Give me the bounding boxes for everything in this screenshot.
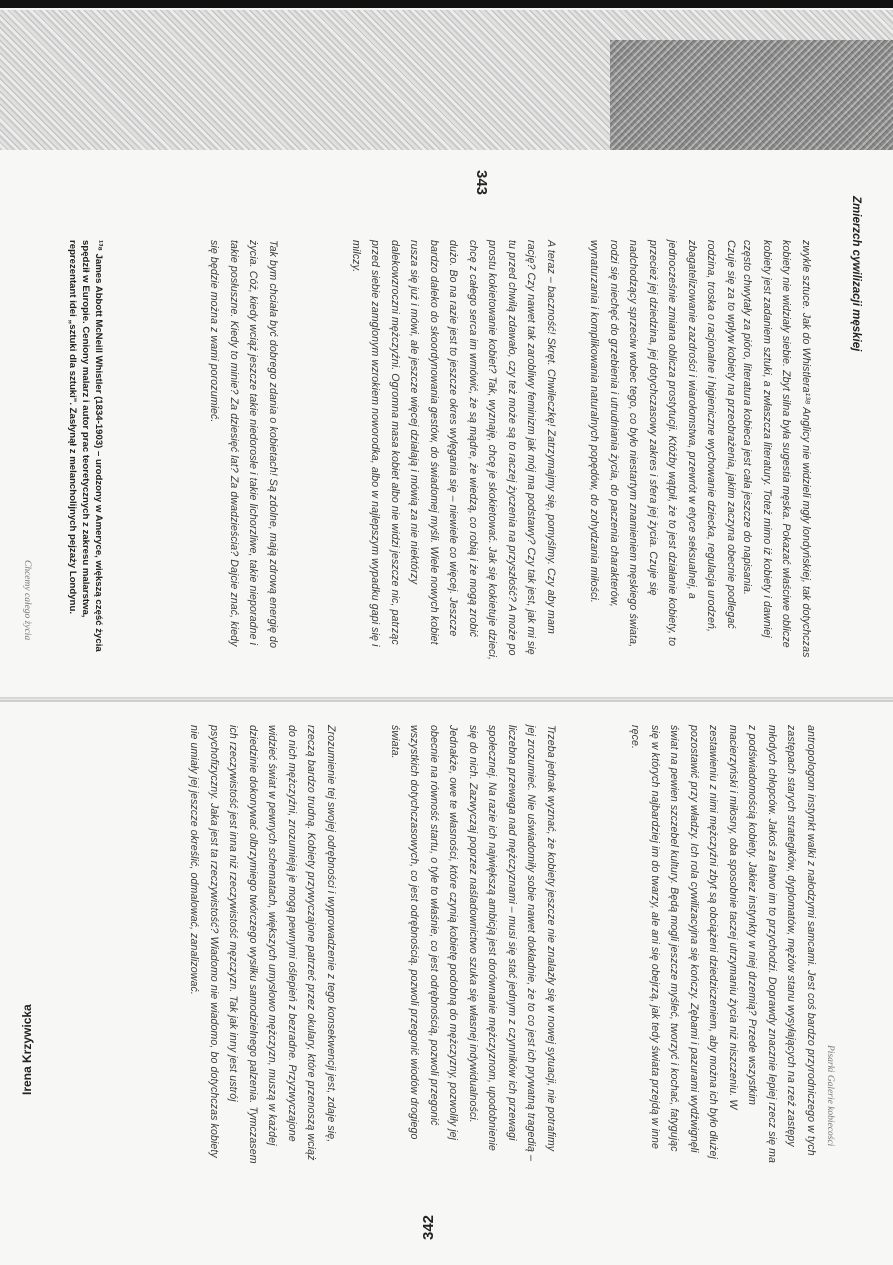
paragraph: Trzeba jednak wyznać, że kobiety jeszcze nie znalazły się w nowej sytuacji, nie potrafimy jej zrozumieć. Nie uświadomiły sobie nawet dokładnie, że to co jest ich prywatną tragedią – liczebna przewaga nad mężczyznami – musi się stać jednym z czynników ich przewagi społecznej. Na razie ich największą ambicją jest dorównanie mężczyznom, upodobnienie się do nich. Zazwyczaj poprzez naśladownictwo szuka się własnej indywidualności. Jednakże, owe te własności, które czynią kobietę podobną do mężczyzny, pozwoliły jej obecnie na równość startu, o tyle to właśnie, co jest odrębnością, pozwoli przegonić wszystkich dotychczasowych, co jest odrębnością. pozwoli przegonić wiodów drogiego świata. bbox=[389, 725, 557, 1162]
left-page-body-2 bbox=[385, 725, 561, 1165]
paragraph: Zrozumienie tej swojej odrębności i wyprowadzenie z tego konsekwencji jest, zdaje się, rzeczą bardzo trudną. Kobiety przywyczajone patrzeć przez okulary, które przenoszą wciąż do nich mężczyźni, zrozumieją je mogą pewnymi oślepień z bezradne. Przyzwyczajone widzieć świat w pewnych schematach, większych umysłowo mężczyzn, muszą w każdej dziedzinie dokonywać olbrzymiego twórczego wysiłku samodzielnego palzenia. Tymczasem ich rzeczywistość jest inna niż rzeczywistość męzczyzn. Tak jak inny jest ustrój psychofizyczny. Jaka jest ta rzeczywistość? Wiadomo nie wiadomo, bo dotychczas kobiety nie umiały jej jeszcze określić, odmalować, zanalizować. bbox=[188, 725, 337, 1164]
right-page-body-3 bbox=[346, 240, 561, 660]
paragraph: A teraz – baczność! Skręt. Chwileczkę! Zatrzymajmy się, pomyślmy. Czy aby mam rację? Czy nawet tak zarobliwy feminizm jak mój ma podstawy? Czy tak jest, jak mi się tu przed chwilą zdawało, czy też może są to raczej życzenia na przyszłość? A może po prostu kokietowanie kobiet? Tak, wyznaję, chcę je skokietować. Jak się kokietuje dzieci, chcę z całego serca im wmówić, że są mądre, że wiedzą, co robią i że mogą zrobić dużo. Bo na razie jest to jeszcze okres wylęgania się – niewiele co więcej. Jeszcze bardzo daleko do skoordynowania gestów, do świadomej myśli. Wiele nowych kobiet rusza się już i mówi, ale jeszcze więcej działają i mówią za nie niektórzy dalekowzroczni mężczyźni. Ogromna masa kobiet albo nie widzi jeszcze nic, patrząc przed siebie zamglonym wzrokiem noworodka, albo w najlepszym wypadku gapi się i milczy. bbox=[350, 240, 557, 661]
paragraph: zwykle sztuce. Jak do Whistlera¹³⁸ Anglicy nie widzieli mgły londyńskiej, tak dotychczas kobiety nie widziały siebie. Zbyt silna była sugestia męska. Pokazać właściwe oblicze kobiety jest zadaniem sztuki, a zwłaszcza literatury. Toteż mimo iż kobiety i dawniej często chwytały za pióro, literatura kobieca jest cała jeszcze do napisania. bbox=[741, 240, 812, 658]
paragraph: Czuje się za to wpływ kobiety na przeobrażenia, jakim zaczyna obecnie podlegać rodzina, troska o racjonalne i higieniczne wychowanie dziecka, regulacja urodzeń, zbagatelizowanie zazdrości i wiarołomstwa, przewrót w etyce seksualnej, a jednocześnie zmiana oblicza prostytucji. Któżby wątpił, że to jest działanie kobiety, to przecież jej dziedzina, jej dotychczasowy zakres i sfera jej życia. Czuje się nadchodzący sprzeciw wobec tego, co było niestartym znamieniem męskiego świata, rodzi się niechęć do grzebienia i utrudniania życia, do paczenia charakterów, wynaturzania i komplikowania naturalnych popędów, do zohydzania miłości. bbox=[588, 240, 737, 648]
left-page-footer: Pisarki Galerie kobiecości bbox=[825, 1045, 835, 1147]
page-number-342: 342 bbox=[420, 1214, 437, 1240]
author-head: Irena Krzywicka bbox=[20, 1004, 34, 1095]
left-page-body bbox=[625, 725, 820, 1165]
scan-shadow-band bbox=[610, 40, 893, 150]
paragraph: Tak bym chciała być dobrego zdania o kobietach! Są zdolne, mają zdrową energię do życia. Cóż, kiedy wciąż jeszcze takie niedorosłe i takie lichorzliwe, takie nieporadne i takie posłuszne. Kiedy to minie? Za dziesięć lat? Za dwadzieścia? Dajcie znać, kiedy się będzie można z wami porozumieć. bbox=[208, 240, 279, 649]
running-head: Zmierzch cywilizacji męskiej bbox=[850, 196, 862, 352]
right-page-body-4 bbox=[204, 240, 282, 660]
paragraph: antropologom instynkt walki z nałodzymi samcami. Jest coś bardzo przyrodniczego w tych zastępach starych strategików, dyplomatów, mężów stanu wysyłających na rzeź zastępy młodych chłopców. Jakoś za łatwo im to przychodzi. Doprawdy znacznie lepiej rzecz się ma z podświadomością kobiety. Jakiez instynkty w niej drzemią? Przede wszystkim macierzyński i miłosny, oba sposobnie taczej utrzymaniu życia niż niszczeniu. W zestawieniu z nimi mężczyźni zbyt są obciążeni dziedziczeniem, aby można ich było dłużej pozostawić przy władzy. Ich rola cywilizacyjna się kończy. Zębami i pazurami wydźwignęli świat na pewien szczebel kultury. Będą mogli jeszcze myśleć, tworzyć i kochać, fatygując się w których najbardziej im do twarzy, ale ani się obejrzą, jak tedy świata przejdą w inne ręce. bbox=[629, 725, 817, 1164]
left-page-body-3 bbox=[184, 725, 340, 1165]
footnote-138: ¹³⁸ James Abbott McNeill Whistler (1834-1903) – urodzony w Ameryce, większą część życia spędził w Europie. Ceniony malarz i autor prac teoretycznych z zakresu malarstwa, reprezentant idei „sztuki dla sztuki". Zasłynął z melancholijnych pejzaży Londynu. bbox=[67, 240, 104, 652]
right-page-body-2 bbox=[584, 240, 740, 660]
right-page-footer: Chcemy całego życia bbox=[22, 560, 32, 641]
page-number-343: 343 bbox=[473, 170, 490, 196]
right-page-body bbox=[737, 240, 815, 660]
scan-top-edge bbox=[0, 0, 893, 8]
